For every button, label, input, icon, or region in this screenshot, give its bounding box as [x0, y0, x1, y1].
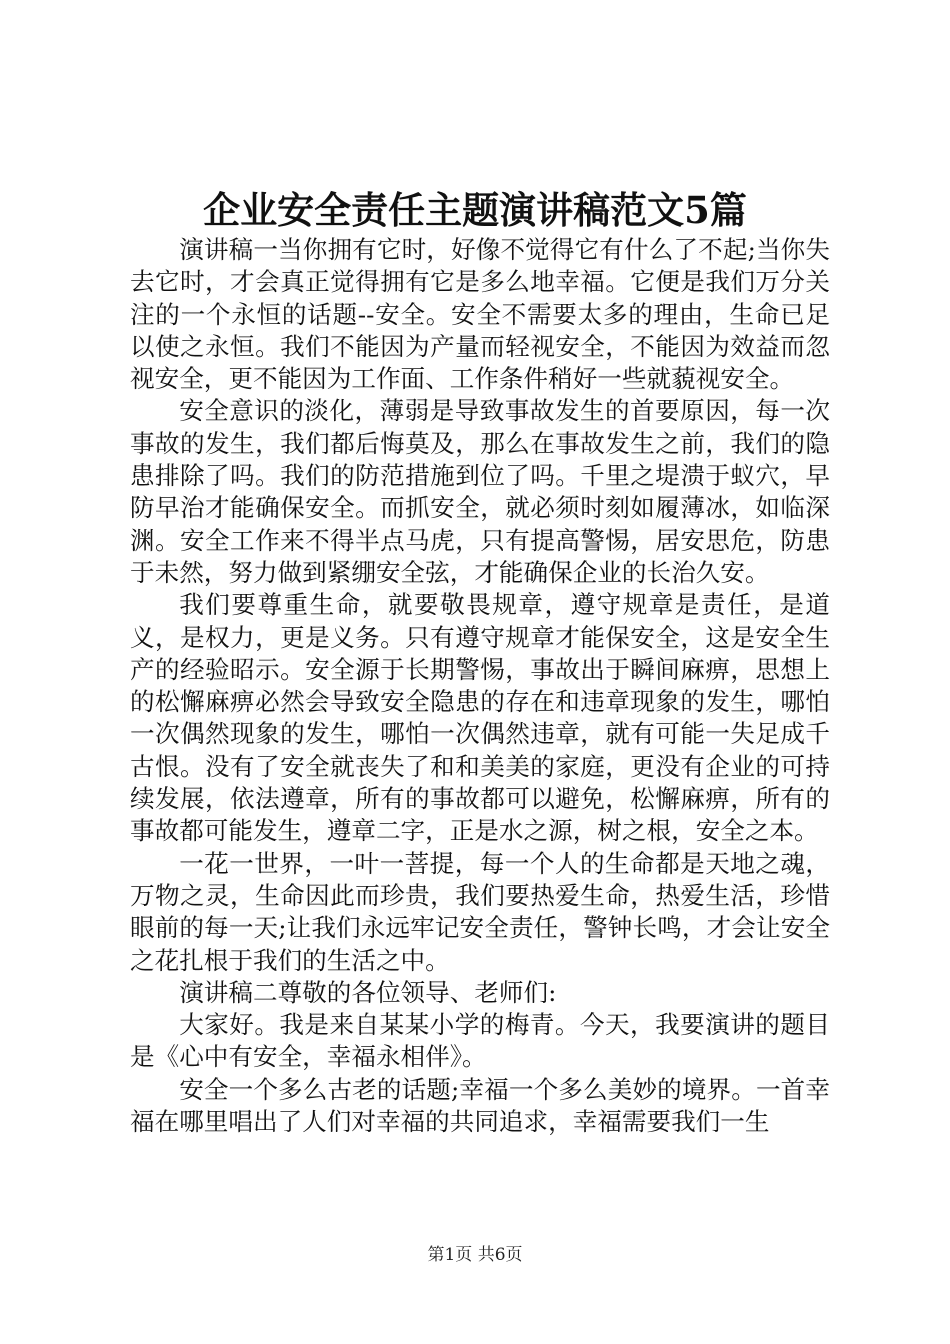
- page-footer: 第1页 共6页: [427, 1245, 523, 1265]
- paragraph: 演讲稿一当你拥有它时，好像不觉得它有什么了不起;当你失去它时，才会真正觉得拥有它是多么地幸福。它便是我们万分关注的一个永恒的话题--安全。安全不需要太多的理由，生命已足以使之永恒。我们不能因为产量而轻视安全，不能因为效益而忽视安全，更不能因为工作面、工作条件稍好一些就藐视安全。: [130, 235, 830, 394]
- paragraph: 安全意识的淡化，薄弱是导致事故发生的首要原因，每一次事故的发生，我们都后悔莫及，那么在事故发生之前，我们的隐患排除了吗。我们的防范措施到位了吗。千里之堤溃于蚁穴，早防早治才能确保安全。而抓安全，就必须时刻如履薄冰，如临深渊。安全工作来不得半点马虎，只有提高警惕，居安思危，防患于未然，努力做到紧绷安全弦，才能确保企业的长治久安。: [130, 396, 830, 587]
- paragraph: 演讲稿二尊敬的各位领导、老师们:: [179, 977, 557, 1007]
- paragraph: 我们要尊重生命，就要敬畏规章，遵守规章是责任，是道义，是权力，更是义务。只有遵守规章才能保安全，这是安全生产的经验昭示。安全源于长期警惕，事故出于瞬间麻痹，思想上的松懈麻痹必然会导致安全隐患的存在和违章现象的发生，哪怕一次偶然现象的发生，哪怕一次偶然违章，就有可能一失足成千古恨。没有了安全就丧失了和和美美的家庭，更没有企业的可持续发展，依法遵章，所有的事故都可以避免，松懈麻痹，所有的事故都可能发生，遵章二字，正是水之源，树之根，安全之本。: [130, 590, 830, 846]
- paragraph: 大家好。我是来自某某小学的梅青。今天，我要演讲的题目是《心中有安全，幸福永相伴》。: [130, 1010, 830, 1072]
- page-title: 企业安全责任主题演讲稿范文5篇: [203, 188, 747, 232]
- paragraph: 安全一个多么古老的话题;幸福一个多么美妙的境界。一首幸福在哪里唱出了人们对幸福的共同追求，幸福需要我们一生: [130, 1074, 830, 1137]
- paragraph: 一花一世界，一叶一菩提，每一个人的生命都是天地之魂，万物之灵，生命因此而珍贵，我们要热爱生命，热爱生活，珍惜眼前的每一天;让我们永远牢记安全责任，警钟长鸣，才会让安全之花扎根于我们的生活之中。: [130, 848, 830, 975]
- document-body: [130, 234, 830, 1138]
